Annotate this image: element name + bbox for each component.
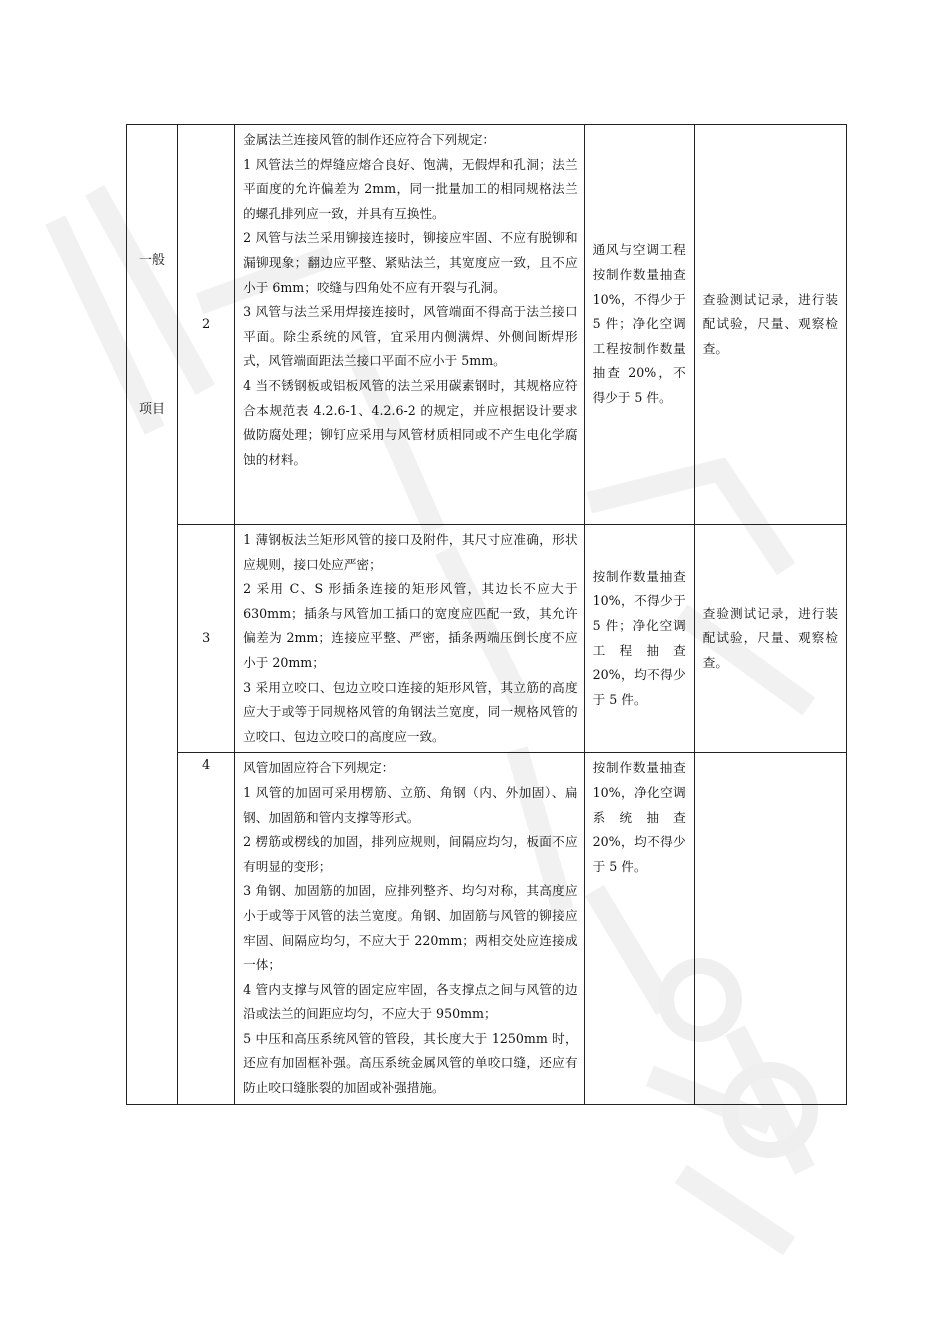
category-label-line2: 项目 bbox=[139, 402, 166, 417]
inspection-method-cell: 查验测试记录，进行装配试验，尺量、观察检查。 bbox=[694, 525, 846, 753]
requirement-line: 2 采用 C、S 形插条连接的矩形风管，其边长不应大于 630mm；插条与风管加工插口的宽度应匹配一致，其允许偏差为 2mm；连接应平整、严密，插条两端压倒长度不应小于 20mm； bbox=[243, 581, 578, 670]
requirement-line: 4 管内支撑与风管的固定应牢固，各支撑点之间与风管的边沿或法兰的间距应均匀，不应大于 950mm； bbox=[243, 981, 578, 1022]
table-row bbox=[127, 753, 847, 1104]
requirement-line: 1 薄钢板法兰矩形风管的接口及附件，其尺寸应准确，形状应规则，接口处应严密； bbox=[243, 532, 578, 572]
requirement-cell bbox=[235, 125, 584, 525]
requirement-line: 1 风管的加固可采用楞筋、立筋、角钢（内、外加固）、扁钢、加固筋和管内支撑等形式。 bbox=[243, 784, 578, 825]
item-number: 4 bbox=[178, 753, 235, 1104]
sampling-cell: 通风与空调工程按制作数量抽查 10%，不得少于 5 件；净化空调工程按制作数量抽查 20%，不得少于 5 件。 bbox=[584, 125, 694, 525]
requirement-line: 1 风管法兰的焊缝应熔合良好、饱满，无假焊和孔洞；法兰平面度的允许偏差为 2mm，同一批量加工的相同规格法兰的螺孔排列应一致，并具有互换性。 bbox=[243, 156, 578, 221]
category-label-line1: 一般 bbox=[139, 253, 166, 268]
inspection-table bbox=[126, 124, 847, 1105]
requirement-line: 4 当不锈钢板或铝板风管的法兰采用碳素钢时，其规格应符合本规范表 4.2.6-1、4.2.6-2 的规定，并应根据设计要求做防腐处理；铆钉应采用与风管材质相同或不产生电化学腐蚀的材料。 bbox=[243, 377, 578, 467]
requirement-line: 风管加固应符合下列规定： bbox=[243, 760, 395, 776]
inspection-method-cell bbox=[694, 753, 846, 1104]
item-number: 3 bbox=[178, 525, 235, 753]
table-row bbox=[127, 525, 847, 753]
requirement-cell bbox=[235, 525, 584, 753]
requirement-line: 3 角钢、加固筋的加固，应排列整齐、均匀对称，其高度应小于或等于风管的法兰宽度。角钢、加固筋与风管的铆接应牢固、间隔应均匀，不应大于 220mm；两相交处应连接成一体； bbox=[243, 883, 578, 973]
requirement-line: 2 风管与法兰采用铆接连接时，铆接应牢固、不应有脱铆和漏铆现象；翻边应平整、紧贴法兰，其宽度应一致，且不应小于 6mm；咬缝与四角处不应有开裂与孔洞。 bbox=[243, 230, 578, 295]
requirement-line: 3 采用立咬口、包边立咬口连接的矩形风管，其立筋的高度应大于或等于同规格风管的角钢法兰宽度，同一规格风管的立咬口、包边立咬口的高度应一致。 bbox=[243, 679, 578, 744]
table-row bbox=[127, 125, 847, 525]
requirement-line: 5 中压和高压系统风管的管段，其长度大于 1250mm 时，还应有加固框补强。高压系统金属风管的单咬口缝，还应有防止咬口缝胀裂的加固或补强措施。 bbox=[243, 1030, 578, 1096]
item-number: 2 bbox=[178, 125, 235, 525]
requirement-cell bbox=[235, 753, 584, 1104]
sampling-cell: 按制作数量抽查 10%，不得少于 5 件；净化空调工程抽查 20%，均不得少于 5 件。 bbox=[584, 525, 694, 753]
requirement-line: 3 风管与法兰采用焊接连接时，风管端面不得高于法兰接口平面。除尘系统的风管，宜采用内侧满焊、外侧间断焊形式，风管端面距法兰接口平面不应小于 5mm。 bbox=[243, 304, 578, 369]
requirement-line: 2 楞筋或楞线的加固，排列应规则，间隔应均匀，板面不应有明显的变形； bbox=[243, 834, 578, 874]
category-cell bbox=[127, 125, 178, 1105]
inspection-method-cell: 查验测试记录，进行装配试验，尺量、观察检查。 bbox=[694, 125, 846, 525]
sampling-cell: 按制作数量抽查 10%，净化空调系统抽查 20%，均不得少于 5 件。 bbox=[584, 753, 694, 1104]
requirement-line: 金属法兰连接风管的制作还应符合下列规定： bbox=[243, 132, 496, 147]
